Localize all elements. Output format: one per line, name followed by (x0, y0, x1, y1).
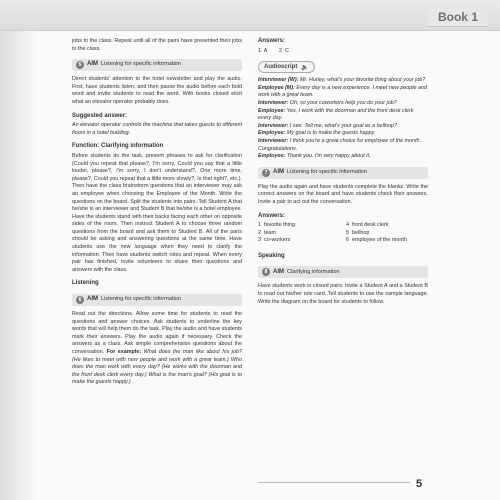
answer-item (258, 237, 340, 245)
answer-text: bellhop (352, 229, 370, 236)
answers-heading: Answers: (258, 38, 286, 44)
script-text: Mr. Hurley, what's your favorite thing about your job? (299, 77, 426, 84)
aim-box-6 (72, 294, 242, 306)
audioscript-label: Audioscript (264, 64, 298, 71)
answer-number: 2 (258, 229, 261, 236)
answer-number: 5 (346, 229, 349, 236)
aim-box-8 (258, 266, 428, 278)
script-line (258, 153, 428, 161)
answers-grid (258, 222, 428, 245)
script-text: I think you're a great choice for employee of the month. Congratulations. (258, 137, 422, 152)
aim-text: Clarifying information (287, 268, 340, 275)
aim-box-7 (258, 167, 428, 179)
answer-number: 4 (346, 222, 349, 229)
aim-box-5 (72, 59, 242, 71)
function-heading: Function: Clarifying information (72, 143, 164, 150)
binding-shadow (0, 0, 38, 500)
answer-number: 6 (346, 237, 349, 244)
aim-text: Listening for specific information (101, 296, 181, 303)
script-text: My goal is to make the guests happy. (286, 130, 376, 137)
script-speaker: Employee: (258, 153, 286, 160)
answer-item (346, 230, 428, 238)
paragraph-function: Before students do the task, present phrases to ask for clarification (Could you repeat that please?, I'm sorry, Could you say that a little louder, please?, I'm sorry, I don't understand?, One more time, please?, Could you repeat that a little more slowly?, Is that right?, etc.). Then have the class brainstorm questions that an interviewer may ask an employee when choosing the Employee of the Month. Write the questions on the board. Split the students into pairs. Tell Student A that he/she is an interviewer and Student B that he/she is a hotel employee. Have the students stand with their backs facing each other on opposite sides of the room. Then instruct Student A to choose three random questions from the board and ask them to Student B. All of the pairs should be asking and answering questions at the same time. Have students use the new language when they need to clarify the information. Then have students switch roles and repeat. When every pair has finished, invite volunteers to share their questions and answers with the class. (72, 152, 242, 273)
right-column (258, 38, 428, 311)
script-speaker: Interviewer: (258, 122, 289, 129)
script-line (258, 77, 428, 85)
aim-number-icon: 8 (262, 268, 270, 276)
script-line (258, 85, 428, 100)
book-banner (0, 0, 500, 31)
aim-number-icon: 6 (76, 296, 84, 304)
aim-label: AIM (273, 268, 284, 275)
aim-label: AIM (87, 296, 98, 303)
paragraph-speaking: Have students work in closed pairs. Invite a Student A and a Student B to read out his/her role card. Tell students to use the sample language. Write the diagram on the board for students to follow. (258, 283, 428, 305)
answers-line: 1 A 2 C (258, 47, 289, 54)
answer-text: co-workers (264, 237, 291, 244)
suggested-answer-heading: Suggested answer: (72, 112, 128, 119)
answer-item (346, 222, 428, 230)
answer-text: employee of the month (352, 237, 407, 244)
answers2-heading: Answers: (258, 212, 286, 219)
script-text: Oh, so your coworkers help you do your job? (289, 99, 397, 106)
audioscript (258, 77, 428, 161)
script-line (258, 130, 428, 138)
script-text: Yes, I work with the doorman and the front desk clerk every day. (258, 107, 414, 122)
script-speaker: Employee: (258, 130, 286, 137)
intro-paragraph: jobs to the class. Repeat until all of the pairs have presented their jobs to the class. (72, 38, 242, 52)
answer-item (258, 230, 340, 238)
answer-text: favorite thing (264, 222, 295, 229)
answer-item (346, 237, 428, 245)
aim-label: AIM (87, 61, 98, 68)
page-number: 5 (416, 478, 423, 490)
aim-number-icon: 5 (76, 61, 84, 69)
answer-number: 1 (258, 222, 261, 229)
script-line (258, 100, 428, 108)
speaking-heading: Speaking (258, 252, 285, 259)
speaker-icon: 🔈 (301, 64, 309, 71)
script-line (258, 138, 428, 153)
script-line (258, 108, 428, 123)
answer-number: 3 (258, 237, 261, 244)
audioscript-badge[interactable] (258, 61, 315, 73)
example-label: For example: (106, 349, 142, 355)
answer-text: team (264, 229, 276, 236)
suggested-answer-text: An elevator operator controls the machine that takes guests to different floors in a hotel building. (72, 122, 242, 136)
script-speaker: Employee: (258, 107, 286, 114)
script-text: I see. Tell me, what's your goal as a bellhop? (289, 122, 397, 129)
aim-text: Listening for specific information (101, 61, 181, 68)
script-text: Every day is a new experience. I meet new people and work with a great team. (258, 84, 427, 99)
answer-text: front desk clerk (352, 222, 389, 229)
aim-text: Listening for specific information (287, 168, 367, 175)
book-label: Book 1 (428, 8, 488, 27)
listening-heading: Listening (72, 280, 99, 287)
listening-instructions: Read out the directions. Allow some time for students to read the questions and answer choices. Ask students to underline the key words that will help them do the task. Play the audio and have students mark their answers. Play the audio again if necessary. Check the answers as a class. Ask simple comprehension questions about the conversation. (72, 311, 242, 355)
answer-item (258, 222, 340, 230)
script-speaker: Interviewer (W): (258, 77, 299, 84)
left-column (72, 38, 242, 392)
script-line (258, 123, 428, 131)
script-text: Thank you. I'm very happy about it. (286, 153, 371, 160)
script-speaker: Interviewer: (258, 99, 289, 106)
footer-rule (258, 482, 410, 483)
paragraph-listening (72, 311, 242, 387)
paragraph-play-again: Play the audio again and have students complete the blanks. Write the correct answers on the board and have students check their answers. Invite a pair to act out the conversation. (258, 183, 428, 205)
aim-number-icon: 7 (262, 169, 270, 177)
aim-label: AIM (273, 168, 284, 175)
script-speaker: Employee (M): (258, 84, 295, 91)
script-speaker: Interviewer: (258, 137, 289, 144)
example-text: What does the man like about his job? (He likes to meet with new people and work with a great team.) Who does the man work with every day? (He works with the doorman and the front desk clerk every day.) What is the man's goal? (His goal is to make the guests happy.) (72, 349, 242, 386)
paragraph-directions: Direct students' attention to the hotel newsletter and play the audio. First, have students listen, and then pause the audio before each bold word and invite students to read the word. With books closed elicit what an elevator operator probably does. (72, 76, 242, 105)
